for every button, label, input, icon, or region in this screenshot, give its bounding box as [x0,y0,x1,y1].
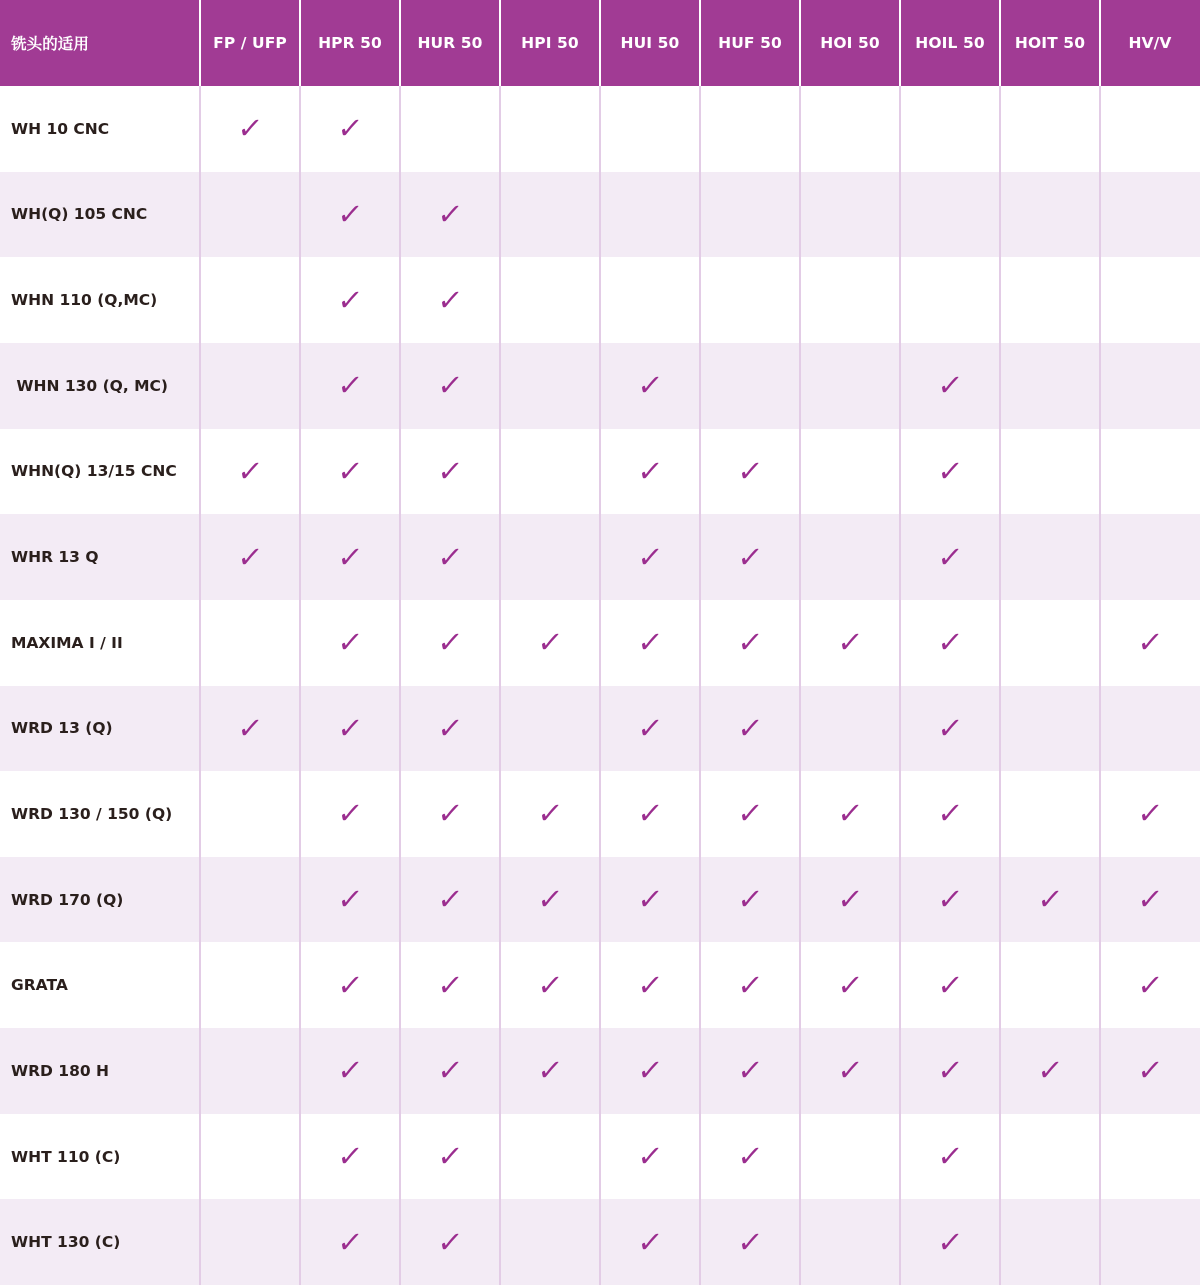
header-divider [299,0,301,86]
column-header: HUF 50 [718,34,782,52]
row-label: WHR 13 Q [11,548,99,567]
table-cell [900,429,1000,515]
table-cell [400,172,500,258]
table-cell [300,343,400,429]
table-cell [600,257,700,343]
table-cell [200,686,300,772]
table-cell [900,514,1000,600]
table-cell [1100,1028,1200,1114]
column-header: HOIT 50 [1014,34,1086,52]
table-cell [1000,1199,1100,1285]
table-cell [600,1199,700,1285]
table-cell [400,771,500,857]
checkmark-icon: ✓ [935,1224,965,1259]
checkmark-icon: ✓ [335,453,365,488]
table-cell [1100,1114,1200,1200]
checkmark-icon: ✓ [335,111,365,146]
checkmark-icon: ✓ [635,967,665,1002]
checkmark-icon: ✓ [535,625,565,660]
table-cell [700,600,800,686]
table-cell [1000,86,1100,172]
checkmark-icon: ✓ [335,1053,365,1088]
column-divider [299,0,301,1285]
table-cell [1100,686,1200,772]
table-cell [800,172,900,258]
checkmark-icon: ✓ [735,796,765,831]
table-cell [700,942,800,1028]
column-header: HUR 50 [417,34,483,52]
table-cell [1000,343,1100,429]
table-cell [800,1114,900,1200]
table-cell [500,514,600,600]
column-divider [1099,0,1101,1285]
checkmark-icon: ✓ [735,1139,765,1174]
column-divider [599,0,601,1285]
row-label: WHN 110 (Q,MC) [11,291,158,310]
checkmark-icon: ✓ [335,710,365,745]
checkmark-icon: ✓ [435,368,465,403]
table-cell [700,514,800,600]
table-cell [600,1114,700,1200]
checkmark-icon: ✓ [1135,967,1165,1002]
column-divider [699,0,701,1285]
checkmark-icon: ✓ [635,796,665,831]
header-divider [1099,0,1101,86]
table-cell [1100,172,1200,258]
checkmark-icon: ✓ [335,1224,365,1259]
column-header: HPI 50 [521,34,579,52]
checkmark-icon: ✓ [935,453,965,488]
table-cell [800,257,900,343]
table-cell [800,1028,900,1114]
checkmark-icon: ✓ [635,539,665,574]
checkmark-icon: ✓ [335,539,365,574]
row-label: WHT 110 (C) [11,1147,121,1166]
table-cell [300,771,400,857]
header-divider [899,0,901,86]
checkmark-icon: ✓ [235,111,265,146]
column-divider [399,0,401,1285]
table-cell [900,942,1000,1028]
checkmark-icon: ✓ [635,710,665,745]
row-label: WHN(Q) 13/15 CNC [11,462,177,481]
table-cell [900,172,1000,258]
table-cell [400,514,500,600]
table-cell [400,343,500,429]
checkmark-icon: ✓ [1135,625,1165,660]
table-cell [600,172,700,258]
table-cell [1100,857,1200,943]
column-header: FP / UFP [213,34,287,52]
checkmark-icon: ✓ [935,625,965,660]
table-cell [600,343,700,429]
checkmark-icon: ✓ [635,625,665,660]
checkmark-icon: ✓ [435,282,465,317]
table-cell [1100,343,1200,429]
header-divider [599,0,601,86]
column-header: HPR 50 [318,34,382,52]
table-cell [800,514,900,600]
checkmark-icon: ✓ [735,539,765,574]
checkmark-icon: ✓ [435,967,465,1002]
table-cell [300,86,400,172]
table-cell [900,1199,1000,1285]
table-cell [700,86,800,172]
table-cell [500,1028,600,1114]
table-cell [1000,514,1100,600]
row-label: WH(Q) 105 CNC [11,205,148,224]
table-cell [1100,514,1200,600]
table-cell [500,172,600,258]
checkmark-icon: ✓ [435,1139,465,1174]
table-cell [800,86,900,172]
table-cell [300,686,400,772]
table-cell [900,857,1000,943]
table-cell [800,942,900,1028]
checkmark-icon: ✓ [435,1224,465,1259]
checkmark-icon: ✓ [1135,796,1165,831]
table-cell [900,1028,1000,1114]
row-label: MAXIMA I / II [11,633,123,652]
table-cell [300,1199,400,1285]
column-header: HV/V [1128,34,1172,52]
row-label: WRD 180 H [11,1061,110,1080]
table-cell [300,257,400,343]
checkmark-icon: ✓ [635,368,665,403]
table-cell [400,1114,500,1200]
checkmark-icon: ✓ [435,196,465,231]
table-cell [700,857,800,943]
table-cell [500,857,600,943]
table-cell [200,343,300,429]
table-cell [300,514,400,600]
table-cell [800,771,900,857]
table-cell [600,686,700,772]
table-cell [200,172,300,258]
row-label: WRD 170 (Q) [11,890,124,909]
table-cell [600,771,700,857]
table-cell [200,857,300,943]
checkmark-icon: ✓ [835,796,865,831]
checkmark-icon: ✓ [835,882,865,917]
checkmark-icon: ✓ [335,882,365,917]
checkmark-icon: ✓ [335,967,365,1002]
row-label: WRD 13 (Q) [11,719,113,738]
table-cell [1100,257,1200,343]
table-cell [400,257,500,343]
table-cell [700,429,800,515]
table-cell [900,771,1000,857]
table-cell [200,771,300,857]
table-cell [1000,1028,1100,1114]
header-divider [999,0,1001,86]
checkmark-icon: ✓ [735,453,765,488]
checkmark-icon: ✓ [235,453,265,488]
table-cell [1000,771,1100,857]
table-cell [300,172,400,258]
table-cell [300,857,400,943]
table-cell [400,429,500,515]
checkmark-icon: ✓ [835,967,865,1002]
checkmark-icon: ✓ [235,539,265,574]
row-label: WHT 130 (C) [11,1233,121,1252]
table-cell [900,686,1000,772]
table-cell [400,1028,500,1114]
table-cell [800,429,900,515]
checkmark-icon: ✓ [735,882,765,917]
table-cell [400,857,500,943]
checkmark-icon: ✓ [635,453,665,488]
table-cell [600,429,700,515]
checkmark-icon: ✓ [935,1053,965,1088]
table-cell [200,1114,300,1200]
table-cell [900,600,1000,686]
table-cell [200,942,300,1028]
checkmark-icon: ✓ [635,1139,665,1174]
checkmark-icon: ✓ [735,710,765,745]
checkmark-icon: ✓ [1035,882,1065,917]
checkmark-icon: ✓ [535,967,565,1002]
table-cell [200,1199,300,1285]
table-cell [900,86,1000,172]
table-cell [600,86,700,172]
table-cell [700,771,800,857]
table-cell [500,1199,600,1285]
table-cell [700,1028,800,1114]
row-label: WH 10 CNC [11,119,110,138]
checkmark-icon: ✓ [335,1139,365,1174]
table-cell [1100,771,1200,857]
table-cell [500,343,600,429]
table-cell [500,257,600,343]
table-cell [800,686,900,772]
header-divider [499,0,501,86]
table-cell [400,686,500,772]
column-divider [799,0,801,1285]
table-cell [600,600,700,686]
checkmark-icon: ✓ [435,882,465,917]
table-cell [700,257,800,343]
table-cell [700,1199,800,1285]
table-cell [500,942,600,1028]
table-cell [800,1199,900,1285]
checkmark-icon: ✓ [1035,1053,1065,1088]
table-cell [200,257,300,343]
table-cell [600,942,700,1028]
checkmark-icon: ✓ [635,882,665,917]
table-cell [700,686,800,772]
table-cell [400,942,500,1028]
table-cell [500,1114,600,1200]
column-divider [899,0,901,1285]
checkmark-icon: ✓ [935,882,965,917]
table-cell [1000,172,1100,258]
column-divider [999,0,1001,1285]
table-cell [500,429,600,515]
checkmark-icon: ✓ [935,967,965,1002]
column-header: HUI 50 [620,34,680,52]
checkmark-icon: ✓ [435,453,465,488]
checkmark-icon: ✓ [335,796,365,831]
table-cell [1100,600,1200,686]
table-cell [1000,857,1100,943]
checkmark-icon: ✓ [435,1053,465,1088]
table-cell [200,514,300,600]
table-cell [300,942,400,1028]
table-cell [600,514,700,600]
checkmark-icon: ✓ [535,796,565,831]
column-divider [499,0,501,1285]
checkmark-icon: ✓ [335,196,365,231]
checkmark-icon: ✓ [335,368,365,403]
checkmark-icon: ✓ [235,710,265,745]
table-cell [1000,942,1100,1028]
row-label: GRATA [11,976,68,995]
table-cell [900,257,1000,343]
checkmark-icon: ✓ [535,1053,565,1088]
table-cell [500,686,600,772]
table-cell [1100,429,1200,515]
checkmark-icon: ✓ [1135,1053,1165,1088]
checkmark-icon: ✓ [335,282,365,317]
table-cell [400,600,500,686]
table-cell [900,1114,1000,1200]
header-divider [199,0,201,86]
table-cell [1100,1199,1200,1285]
table-cell [800,600,900,686]
table-cell [200,429,300,515]
header-divider [799,0,801,86]
table-cell [500,86,600,172]
table-cell [1000,686,1100,772]
checkmark-icon: ✓ [735,625,765,660]
table-cell [1000,429,1100,515]
table-cell [300,1028,400,1114]
checkmark-icon: ✓ [435,625,465,660]
checkmark-icon: ✓ [935,710,965,745]
checkmark-icon: ✓ [835,625,865,660]
table-cell [200,600,300,686]
checkmark-icon: ✓ [535,882,565,917]
table-cell [900,343,1000,429]
checkmark-icon: ✓ [335,625,365,660]
header-divider [699,0,701,86]
table-cell [1100,942,1200,1028]
column-divider [199,0,201,1285]
checkmark-icon: ✓ [935,368,965,403]
checkmark-icon: ✓ [935,539,965,574]
table-cell [600,857,700,943]
checkmark-icon: ✓ [435,539,465,574]
header-divider [399,0,401,86]
checkmark-icon: ✓ [735,1053,765,1088]
checkmark-icon: ✓ [635,1053,665,1088]
checkmark-icon: ✓ [1135,882,1165,917]
table-cell [500,600,600,686]
table-cell [1100,86,1200,172]
table-cell [1000,600,1100,686]
table-cell [1000,1114,1100,1200]
checkmark-icon: ✓ [735,967,765,1002]
checkmark-icon: ✓ [935,1139,965,1174]
corner-label: 铣头的适用 [11,35,90,53]
row-label: WRD 130 / 150 (Q) [11,804,173,823]
row-label: WHN 130 (Q, MC) [11,376,169,395]
table-cell [300,600,400,686]
checkmark-icon: ✓ [835,1053,865,1088]
column-header: HOI 50 [820,34,880,52]
checkmark-icon: ✓ [435,710,465,745]
table-cell [400,1199,500,1285]
table-cell [800,857,900,943]
table-cell [300,1114,400,1200]
table-cell [200,1028,300,1114]
table-cell [700,172,800,258]
table-cell [200,86,300,172]
checkmark-icon: ✓ [935,796,965,831]
table-cell [700,343,800,429]
column-header: HOIL 50 [915,34,985,52]
table-cell [300,429,400,515]
checkmark-icon: ✓ [735,1224,765,1259]
checkmark-icon: ✓ [635,1224,665,1259]
table-cell [400,86,500,172]
table-cell [1000,257,1100,343]
table-cell [500,771,600,857]
table-cell [800,343,900,429]
checkmark-icon: ✓ [435,796,465,831]
table-cell [600,1028,700,1114]
table-cell [700,1114,800,1200]
